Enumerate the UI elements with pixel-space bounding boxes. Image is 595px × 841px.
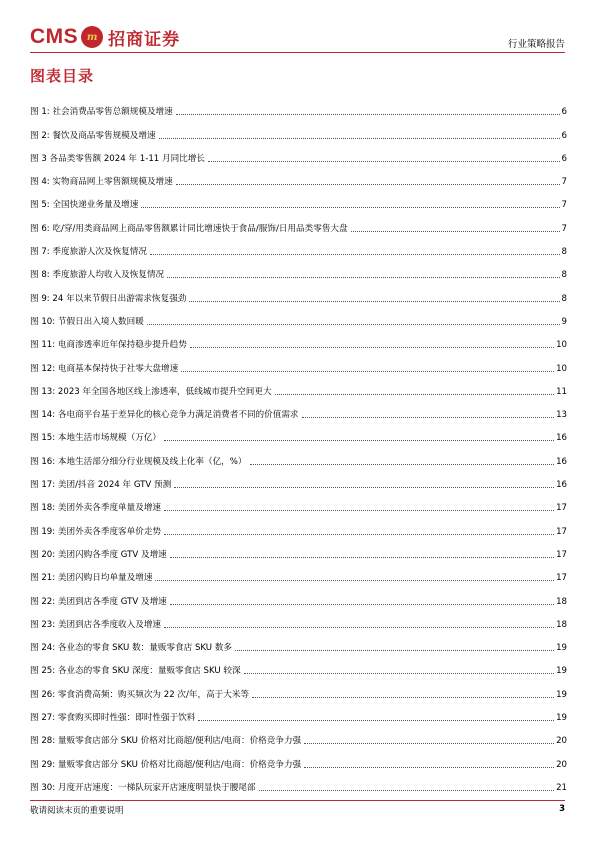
toc-entry[interactable] (30, 281, 567, 304)
toc-entry-page: 20 (556, 759, 567, 770)
toc-entry-label: 图 6: 吃/穿/用类商品网上商品零售额累计同比增速快于食品/服饰/日用品类零售大盘 (30, 223, 348, 234)
toc-entry[interactable] (30, 95, 567, 118)
toc-entry-page: 13 (556, 410, 567, 421)
toc-dot-leader (164, 510, 554, 511)
toc-entry-page: 6 (561, 107, 567, 118)
toc-entry-label: 图 27: 零食购买即时性强：即时性强于饮料 (30, 713, 196, 724)
toc-entry-label: 图 1: 社会消费品零售总额规模及增速 (30, 107, 173, 118)
toc-entry[interactable] (30, 561, 567, 584)
footer-divider (30, 800, 565, 801)
toc-entry-label: 图 20: 美团闪购各季度 GTV 及增速 (30, 549, 167, 560)
logo-text-en: CMS (30, 25, 79, 48)
toc-dot-leader (208, 161, 560, 162)
toc-entry-page: 8 (561, 293, 567, 304)
toc-entry[interactable] (30, 165, 567, 188)
toc-entry[interactable] (30, 118, 567, 141)
toc-dot-leader (304, 743, 554, 744)
toc-entry[interactable] (30, 211, 567, 234)
toc-entry[interactable] (30, 142, 567, 165)
toc-entry[interactable] (30, 608, 567, 631)
toc-entry-page: 7 (561, 177, 567, 188)
toc-entry[interactable] (30, 351, 567, 374)
toc-entry-label: 图 2: 餐饮及商品零售规模及增速 (30, 130, 156, 141)
toc-dot-leader (164, 534, 554, 535)
toc-entry-label: 图 15: 本地生活市场规模（万亿） (30, 433, 162, 444)
toc-dot-leader (198, 720, 554, 721)
toc-entry-label: 图 11: 电商渗透率近年保持稳步提升趋势 (30, 340, 187, 351)
toc-entry-label: 图 23: 美团到店各季度收入及增速 (30, 619, 162, 630)
toc-entry[interactable] (30, 398, 567, 421)
toc-dot-leader (250, 464, 555, 465)
toc-entry[interactable] (30, 421, 567, 444)
toc-entry[interactable] (30, 654, 567, 677)
toc-dot-leader (176, 184, 560, 185)
toc-entry[interactable] (30, 258, 567, 281)
logo-text-cn: 招商证券 (108, 29, 181, 50)
toc-dot-leader (304, 767, 554, 768)
toc-dot-leader (147, 324, 560, 325)
toc-entry-label: 图 16: 本地生活部分细分行业规模及线上化率（亿，%） (30, 456, 247, 467)
toc-entry-page: 17 (556, 549, 567, 560)
toc-dot-leader (181, 371, 554, 372)
toc-entry-label: 图 7: 季度旅游人次及恢复情况 (30, 247, 147, 258)
toc-entry-page: 17 (556, 573, 567, 584)
toc-title: 图表目录 (30, 67, 95, 85)
toc-dot-leader (170, 604, 554, 605)
toc-dot-leader (244, 673, 554, 674)
toc-entry[interactable] (30, 584, 567, 607)
toc-entry-page: 7 (561, 223, 567, 234)
toc-entry[interactable] (30, 771, 567, 794)
toc-dot-leader (189, 301, 559, 302)
toc-entry-label: 图 17: 美团/抖音 2024 年 GTV 预测 (30, 480, 172, 491)
toc-dot-leader (170, 557, 554, 558)
toc-entry-label: 图 21: 美团闪购日均单量及增速 (30, 573, 153, 584)
toc-entry-label: 图 30: 月度开店速度：一梯队玩家开店速度明显快于腰尾部 (30, 782, 256, 793)
toc-dot-leader (150, 254, 560, 255)
company-logo (30, 25, 180, 49)
toc-entry-label: 图 18: 美团外卖各季度单量及增速 (30, 503, 162, 514)
toc-entry-page: 17 (556, 526, 567, 537)
toc-entry-label: 图 5: 全国快递业务量及增速 (30, 200, 139, 211)
toc-entry-label: 图 8: 季度旅游人均收入及恢复情况 (30, 270, 165, 281)
toc-entry-page: 19 (556, 689, 567, 700)
toc-entry-page: 8 (561, 270, 567, 281)
toc-dot-leader (190, 347, 554, 348)
toc-entry-label: 图 25: 各业态的零食 SKU 深度：量贩零食店 SKU 较深 (30, 666, 241, 677)
toc-entry[interactable] (30, 724, 567, 747)
toc-entry[interactable] (30, 188, 567, 211)
toc-entry-label: 图 24: 各业态的零食 SKU 数：量贩零食店 SKU 数多 (30, 643, 233, 654)
table-of-figures (30, 95, 567, 794)
toc-entry[interactable] (30, 701, 567, 724)
toc-entry-page: 20 (556, 736, 567, 747)
toc-entry-page: 19 (556, 666, 567, 677)
toc-entry-page: 18 (556, 596, 567, 607)
toc-dot-leader (176, 114, 560, 115)
toc-dot-leader (167, 277, 559, 278)
toc-entry-page: 10 (556, 363, 567, 374)
toc-entry-page: 17 (556, 503, 567, 514)
toc-entry-label: 图 13: 2023 年全国各地区线上渗透率，低线城市提升空间更大 (30, 386, 272, 397)
toc-entry-page: 11 (556, 386, 567, 397)
toc-entry-page: 18 (556, 619, 567, 630)
toc-entry[interactable] (30, 305, 567, 328)
toc-entry[interactable] (30, 631, 567, 654)
toc-entry-label: 图 26: 零食消费高频：购买频次为 22 次/年，高于大米等 (30, 689, 250, 700)
toc-dot-leader (164, 440, 554, 441)
toc-entry-page: 8 (561, 247, 567, 258)
toc-entry-label: 图 12: 电商基本保持快于社零大盘增速 (30, 363, 179, 374)
toc-dot-leader (174, 487, 554, 488)
toc-dot-leader (259, 790, 555, 791)
toc-entry[interactable] (30, 375, 567, 398)
toc-dot-leader (159, 138, 560, 139)
toc-dot-leader (351, 231, 560, 232)
footer-disclaimer: 敬请阅读末页的重要说明 (30, 806, 124, 816)
toc-entry[interactable] (30, 677, 567, 700)
toc-entry-page: 16 (556, 480, 567, 491)
logo-mark-icon: m (81, 26, 103, 48)
toc-entry-page: 16 (556, 433, 567, 444)
toc-entry-page: 9 (561, 316, 567, 327)
toc-dot-leader (302, 417, 555, 418)
toc-dot-leader (141, 207, 559, 208)
toc-entry-label: 图 9: 24 年以来节假日出游需求恢复强劲 (30, 293, 187, 304)
toc-entry[interactable] (30, 538, 567, 561)
toc-entry-label: 图 29: 量贩零食店部分 SKU 价格对比商超/便利店/电商：价格竞争力强 (30, 759, 302, 770)
toc-entry[interactable] (30, 491, 567, 514)
header-divider (30, 52, 565, 53)
toc-entry-page: 7 (561, 200, 567, 211)
toc-entry-label: 图 28: 量贩零食店部分 SKU 价格对比商超/便利店/电商：价格竞争力强 (30, 736, 302, 747)
toc-entry-page: 19 (556, 713, 567, 724)
toc-entry-page: 6 (561, 153, 567, 164)
toc-dot-leader (155, 580, 554, 581)
toc-entry-page: 6 (561, 130, 567, 141)
toc-entry-label: 图 3 各品类零售额 2024 年 1-11 月同比增长 (30, 153, 205, 164)
toc-entry[interactable] (30, 235, 567, 258)
toc-entry-label: 图 4: 实物商品网上零售额规模及增速 (30, 177, 173, 188)
toc-entry-page: 19 (556, 643, 567, 654)
toc-dot-leader (252, 697, 554, 698)
toc-dot-leader (275, 394, 555, 395)
toc-entry[interactable] (30, 468, 567, 491)
toc-entry[interactable] (30, 444, 567, 467)
toc-entry-page: 10 (556, 340, 567, 351)
toc-entry-label: 图 19: 美团外卖各季度客单价走势 (30, 526, 162, 537)
toc-entry-label: 图 10: 节假日出入境人数回暖 (30, 316, 144, 327)
toc-entry[interactable] (30, 514, 567, 537)
toc-dot-leader (164, 627, 554, 628)
page-number: 3 (559, 804, 565, 814)
toc-entry-page: 16 (556, 456, 567, 467)
toc-entry-page: 21 (556, 782, 567, 793)
toc-entry[interactable] (30, 328, 567, 351)
toc-entry-label: 图 22: 美团到店各季度 GTV 及增速 (30, 596, 167, 607)
toc-entry-label: 图 14: 各电商平台基于差异化的核心竞争力满足消费者不同的价值需求 (30, 410, 299, 421)
toc-dot-leader (235, 650, 554, 651)
report-type: 行业策略报告 (507, 39, 565, 50)
toc-entry[interactable] (30, 747, 567, 770)
